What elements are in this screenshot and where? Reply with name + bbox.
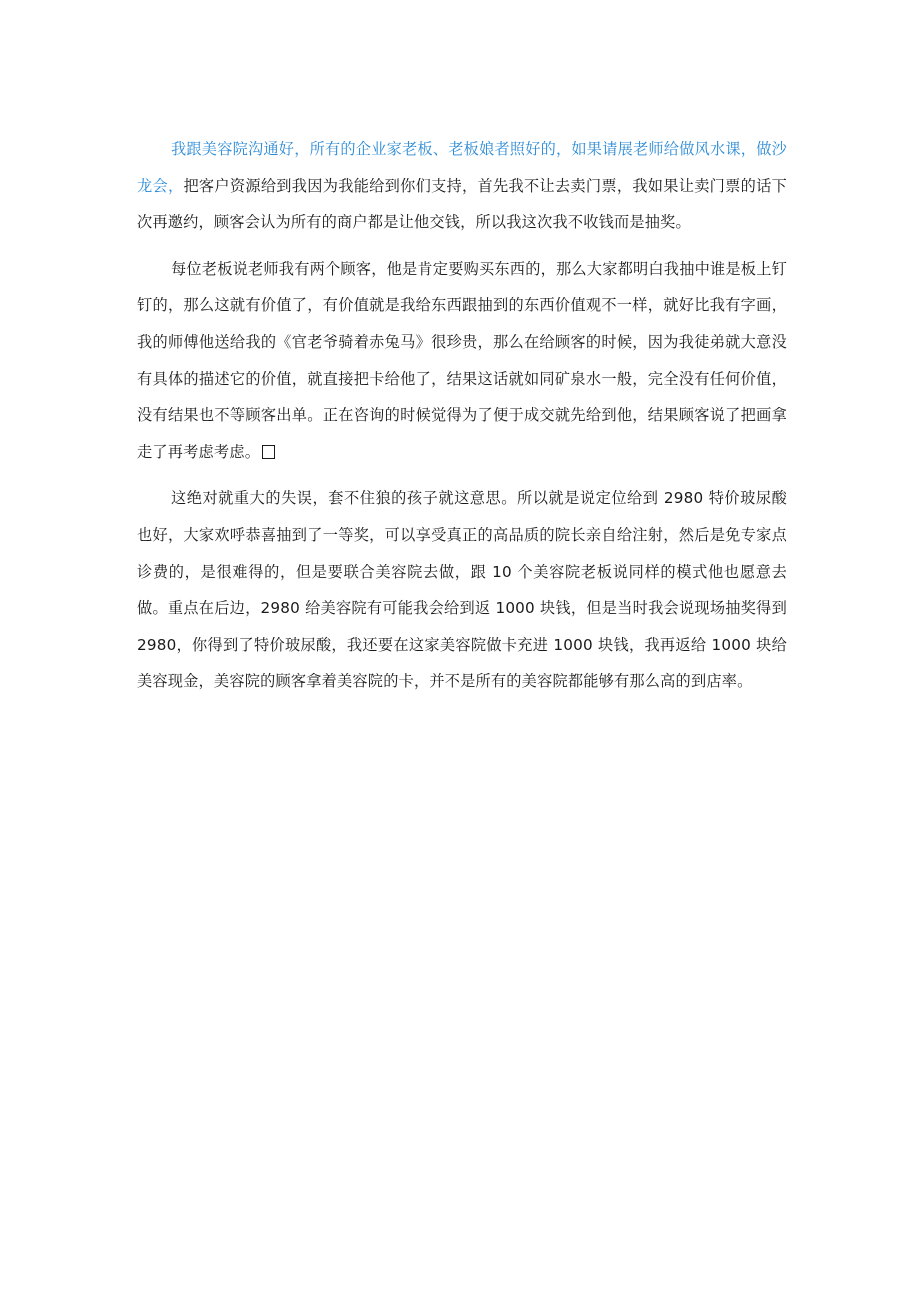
paragraph-1 bbox=[137, 131, 787, 241]
paragraph-text: 这绝对就重大的失误，套不住狼的孩子就这意思。所以就是说定位给到 2980 特价玻尿酸也好，大家欢呼恭喜抽到了一等奖，可以享受真正的高品质的院长亲自给注射，然后是免专家点诊费的，是很难得的，但是要联合美容院去做，跟 10 个美容院老板说同样的模式他也愿意去做。重点在后边，2980 给美容院有可能我会给到返 1000 块钱，但是当时我会说现场抽奖得到 2980，你得到了特价玻尿酸，我还要在这家美容院做卡充进 1000 块钱，我再返给 1000 块给美容现金，美容院的顾客拿着美容院的卡，并不是所有的美容院都能够有那么高的到店率。 bbox=[137, 489, 787, 691]
paragraph-2 bbox=[137, 251, 787, 471]
paragraph-text: 把客户资源给到我因为我能给到你们支持，首先我不让去卖门票，我如果让卖门票的话下次再邀约，顾客会认为所有的商户都是让他交钱，所以我这次我不收钱而是抽奖。 bbox=[137, 176, 787, 232]
empty-box-icon bbox=[262, 445, 275, 459]
paragraph-text: 每位老板说老师我有两个顾客，他是肯定要购买东西的，那么大家都明白我抽中谁是板上钉钉的，那么这就有价值了，有价值就是我给东西跟抽到的东西价值观不一样，就好比我有字画，我的师傅他送给我的《官老爷骑着赤兔马》很珍贵，那么在给顾客的时候，因为我徒弟就大意没有具体的描述它的价值，就直接把卡给他了，结果这话就如同矿泉水一般，完全没有任何价值，没有结果也不等顾客出单。正在咨询的时候觉得为了便于成交就先给到他，结果顾客说了把画拿走了再考虑考虑。 bbox=[137, 259, 787, 461]
highlighted-text: 我跟美容院沟通好，所有的企业家老板、老板娘者照好的，如果请展老师给做风水课，做沙龙会， bbox=[137, 140, 787, 195]
document-page bbox=[137, 131, 787, 710]
paragraph-3 bbox=[137, 480, 787, 700]
